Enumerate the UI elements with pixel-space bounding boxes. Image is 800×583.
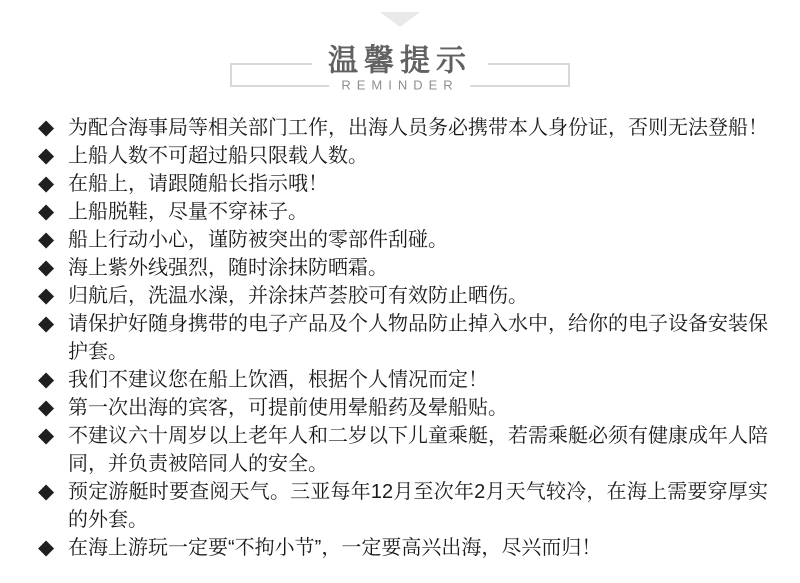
notice-text: 预定游艇时要查阅天气。三亚每年12月至次年2月天气较冷，在海上需要穿厚实的外套。	[68, 481, 768, 531]
list-item	[38, 226, 768, 254]
diamond-bullet-icon: ◆	[38, 144, 55, 167]
diamond-bullet-icon: ◆	[38, 200, 55, 223]
list-item	[38, 366, 768, 394]
list-item	[38, 394, 768, 422]
diamond-bullet-icon: ◆	[38, 368, 55, 391]
diamond-bullet-icon: ◆	[38, 536, 55, 559]
list-item	[38, 422, 768, 478]
triangle-down-icon	[380, 12, 420, 27]
notice-text: 不建议六十周岁以上老年人和二岁以下儿童乘艇，若需乘艇必须有健康成年人陪同，并负责被陪同人的安全。	[68, 425, 768, 475]
notice-list	[38, 114, 768, 562]
list-item	[38, 534, 768, 562]
diamond-bullet-icon: ◆	[38, 424, 55, 447]
diamond-bullet-icon: ◆	[38, 256, 55, 279]
notice-text: 船上行动小心，谨防被突出的零部件刮碰。	[68, 229, 448, 251]
page-subtitle: REMINDER	[329, 78, 470, 94]
list-item	[38, 170, 768, 198]
diamond-bullet-icon: ◆	[38, 172, 55, 195]
notice-text: 第一次出海的宾客，可提前使用晕船药及晕船贴。	[68, 397, 508, 419]
notice-text: 归航后，洗温水澡，并涂抹芦荟胶可有效防止晒伤。	[68, 285, 528, 307]
notice-text: 在海上游玩一定要“不拘小节”，一定要高兴出海，尽兴而归！	[68, 537, 602, 559]
diamond-bullet-icon: ◆	[38, 312, 55, 335]
list-item	[38, 254, 768, 282]
page-title: 温馨提示	[312, 45, 488, 78]
notice-text: 上船人数不可超过船只限载人数。	[68, 145, 368, 167]
list-item	[38, 142, 768, 170]
notice-text: 海上紫外线强烈，随时涂抹防晒霜。	[68, 257, 388, 279]
list-item	[38, 310, 768, 366]
list-item	[38, 198, 768, 226]
notice-text: 上船脱鞋，尽量不穿袜子。	[68, 201, 308, 223]
diamond-bullet-icon: ◆	[38, 116, 55, 139]
list-item	[38, 478, 768, 534]
header-title-box	[230, 44, 570, 93]
notice-text: 我们不建议您在船上饮酒，根据个人情况而定！	[68, 369, 488, 391]
list-item	[38, 114, 768, 142]
diamond-bullet-icon: ◆	[38, 284, 55, 307]
list-item	[38, 282, 768, 310]
diamond-bullet-icon: ◆	[38, 396, 55, 419]
notice-text: 为配合海事局等相关部门工作，出海人员务必携带本人身份证，否则无法登船！	[68, 117, 768, 139]
notice-text: 在船上，请跟随船长指示哦！	[68, 173, 328, 195]
diamond-bullet-icon: ◆	[38, 228, 55, 251]
notice-text: 请保护好随身携带的电子产品及个人物品防止掉入水中，给你的电子设备安装保护套。	[68, 313, 768, 363]
diamond-bullet-icon: ◆	[38, 480, 55, 503]
